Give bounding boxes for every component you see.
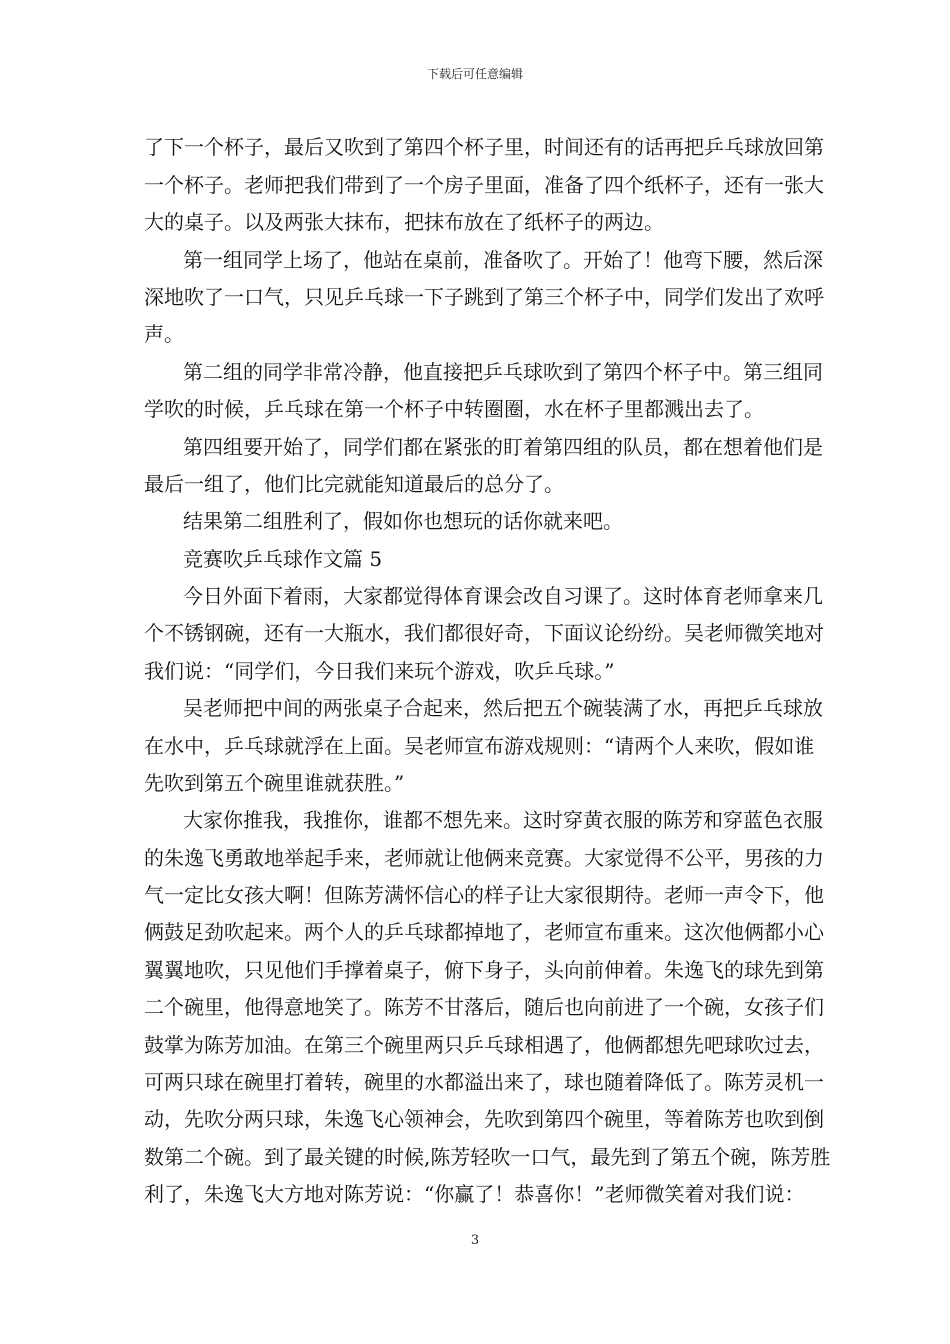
paragraph-start-line: 吴老师把中间的两张桌子合起来，然后把五个碗装满了水，再把乒乓球放 bbox=[183, 696, 823, 720]
text-line: 大的桌子。以及两张大抹布，把抹布放在了纸杯子的两边。 bbox=[144, 210, 664, 234]
text-line: 的朱逸飞勇敢地举起手来，老师就让他俩来竞赛。大家觉得不公平，男孩的力 bbox=[144, 846, 824, 870]
text-line: 声。 bbox=[144, 322, 184, 346]
paragraph-start-line: 今日外面下着雨，大家都觉得体育课会改自习课了。这时体育老师拿来几 bbox=[183, 584, 823, 608]
text-line: 二个碗里，他得意地笑了。陈芳不甘落后，随后也向前进了一个碗，女孩子们 bbox=[144, 995, 824, 1019]
text-line: 鼓掌为陈芳加油。在第三个碗里两只乒乓球相遇了，他俩都想先吧球吹过去， bbox=[144, 1033, 824, 1057]
text-line: 最后一组了，他们比完就能知道最后的总分了。 bbox=[144, 472, 564, 496]
section-heading: 竞赛吹乒乓球作文篇 5 bbox=[183, 547, 383, 571]
text-line: 数第二个碗。到了最关键的时候,陈芳轻吹一口气，最先到了第五个碗，陈芳胜 bbox=[144, 1145, 831, 1169]
paragraph-start-line: 第一组同学上场了，他站在桌前，准备吹了。开始了！他弯下腰，然后深 bbox=[183, 248, 823, 272]
text-line: 了下一个杯子，最后又吹到了第四个杯子里，时间还有的话再把乒乓球放回第 bbox=[144, 135, 824, 159]
text-line: 俩鼓足劲吹起来。两个人的乒乓球都掉地了，老师宣布重来。这次他俩都小心 bbox=[144, 920, 824, 944]
text-line: 我们说：“同学们，今日我们来玩个游戏，吹乒乓球。” bbox=[144, 659, 615, 683]
text-line: 气一定比女孩大啊！但陈芳满怀信心的样子让大家很期待。老师一声令下，他 bbox=[144, 883, 824, 907]
text-line: 在水中，乒乓球就浮在上面。吴老师宣布游戏规则：“请两个人来吹，假如谁 bbox=[144, 734, 815, 758]
text-line: 一个杯子。老师把我们带到了一个房子里面，准备了四个纸杯子，还有一张大 bbox=[144, 173, 824, 197]
paragraph-start-line: 结果第二组胜利了，假如你也想玩的话你就来吧。 bbox=[183, 509, 623, 533]
text-line: 翼翼地吹，只见他们手撑着桌子，俯下身子，头向前伸着。朱逸飞的球先到第 bbox=[144, 958, 824, 982]
text-line: 学吹的时候，乒乓球在第一个杯子中转圈圈，水在杯子里都溅出去了。 bbox=[144, 397, 764, 421]
paragraph-start-line: 第四组要开始了，同学们都在紧张的盯着第四组的队员，都在想着他们是 bbox=[183, 435, 823, 459]
text-line: 深地吹了一口气，只见乒乓球一下子跳到了第三个杯子中，同学们发出了欢呼 bbox=[144, 285, 824, 309]
text-line: 利了，朱逸飞大方地对陈芳说：“你赢了！恭喜你！”老师微笑着对我们说： bbox=[144, 1182, 805, 1206]
text-line: 动，先吹分两只球，朱逸飞心领神会，先吹到第四个碗里，等着陈芳也吹到倒 bbox=[144, 1107, 824, 1131]
text-line: 先吹到第五个碗里谁就获胜。” bbox=[144, 771, 405, 795]
page-header: 下载后可任意编辑 bbox=[426, 67, 523, 81]
text-line: 个不锈钢碗，还有一大瓶水，我们都很好奇，下面议论纷纷。吴老师微笑地对 bbox=[144, 621, 824, 645]
text-line: 可两只球在碗里打着转，碗里的水都溢出来了，球也随着降低了。陈芳灵机一 bbox=[144, 1070, 824, 1094]
page-number: 3 bbox=[470, 1233, 480, 1248]
paragraph-start-line: 大家你推我，我推你，谁都不想先来。这时穿黄衣服的陈芳和穿蓝色衣服 bbox=[183, 808, 823, 832]
paragraph-start-line: 第二组的同学非常冷静，他直接把乒乓球吹到了第四个杯子中。第三组同 bbox=[183, 360, 823, 384]
